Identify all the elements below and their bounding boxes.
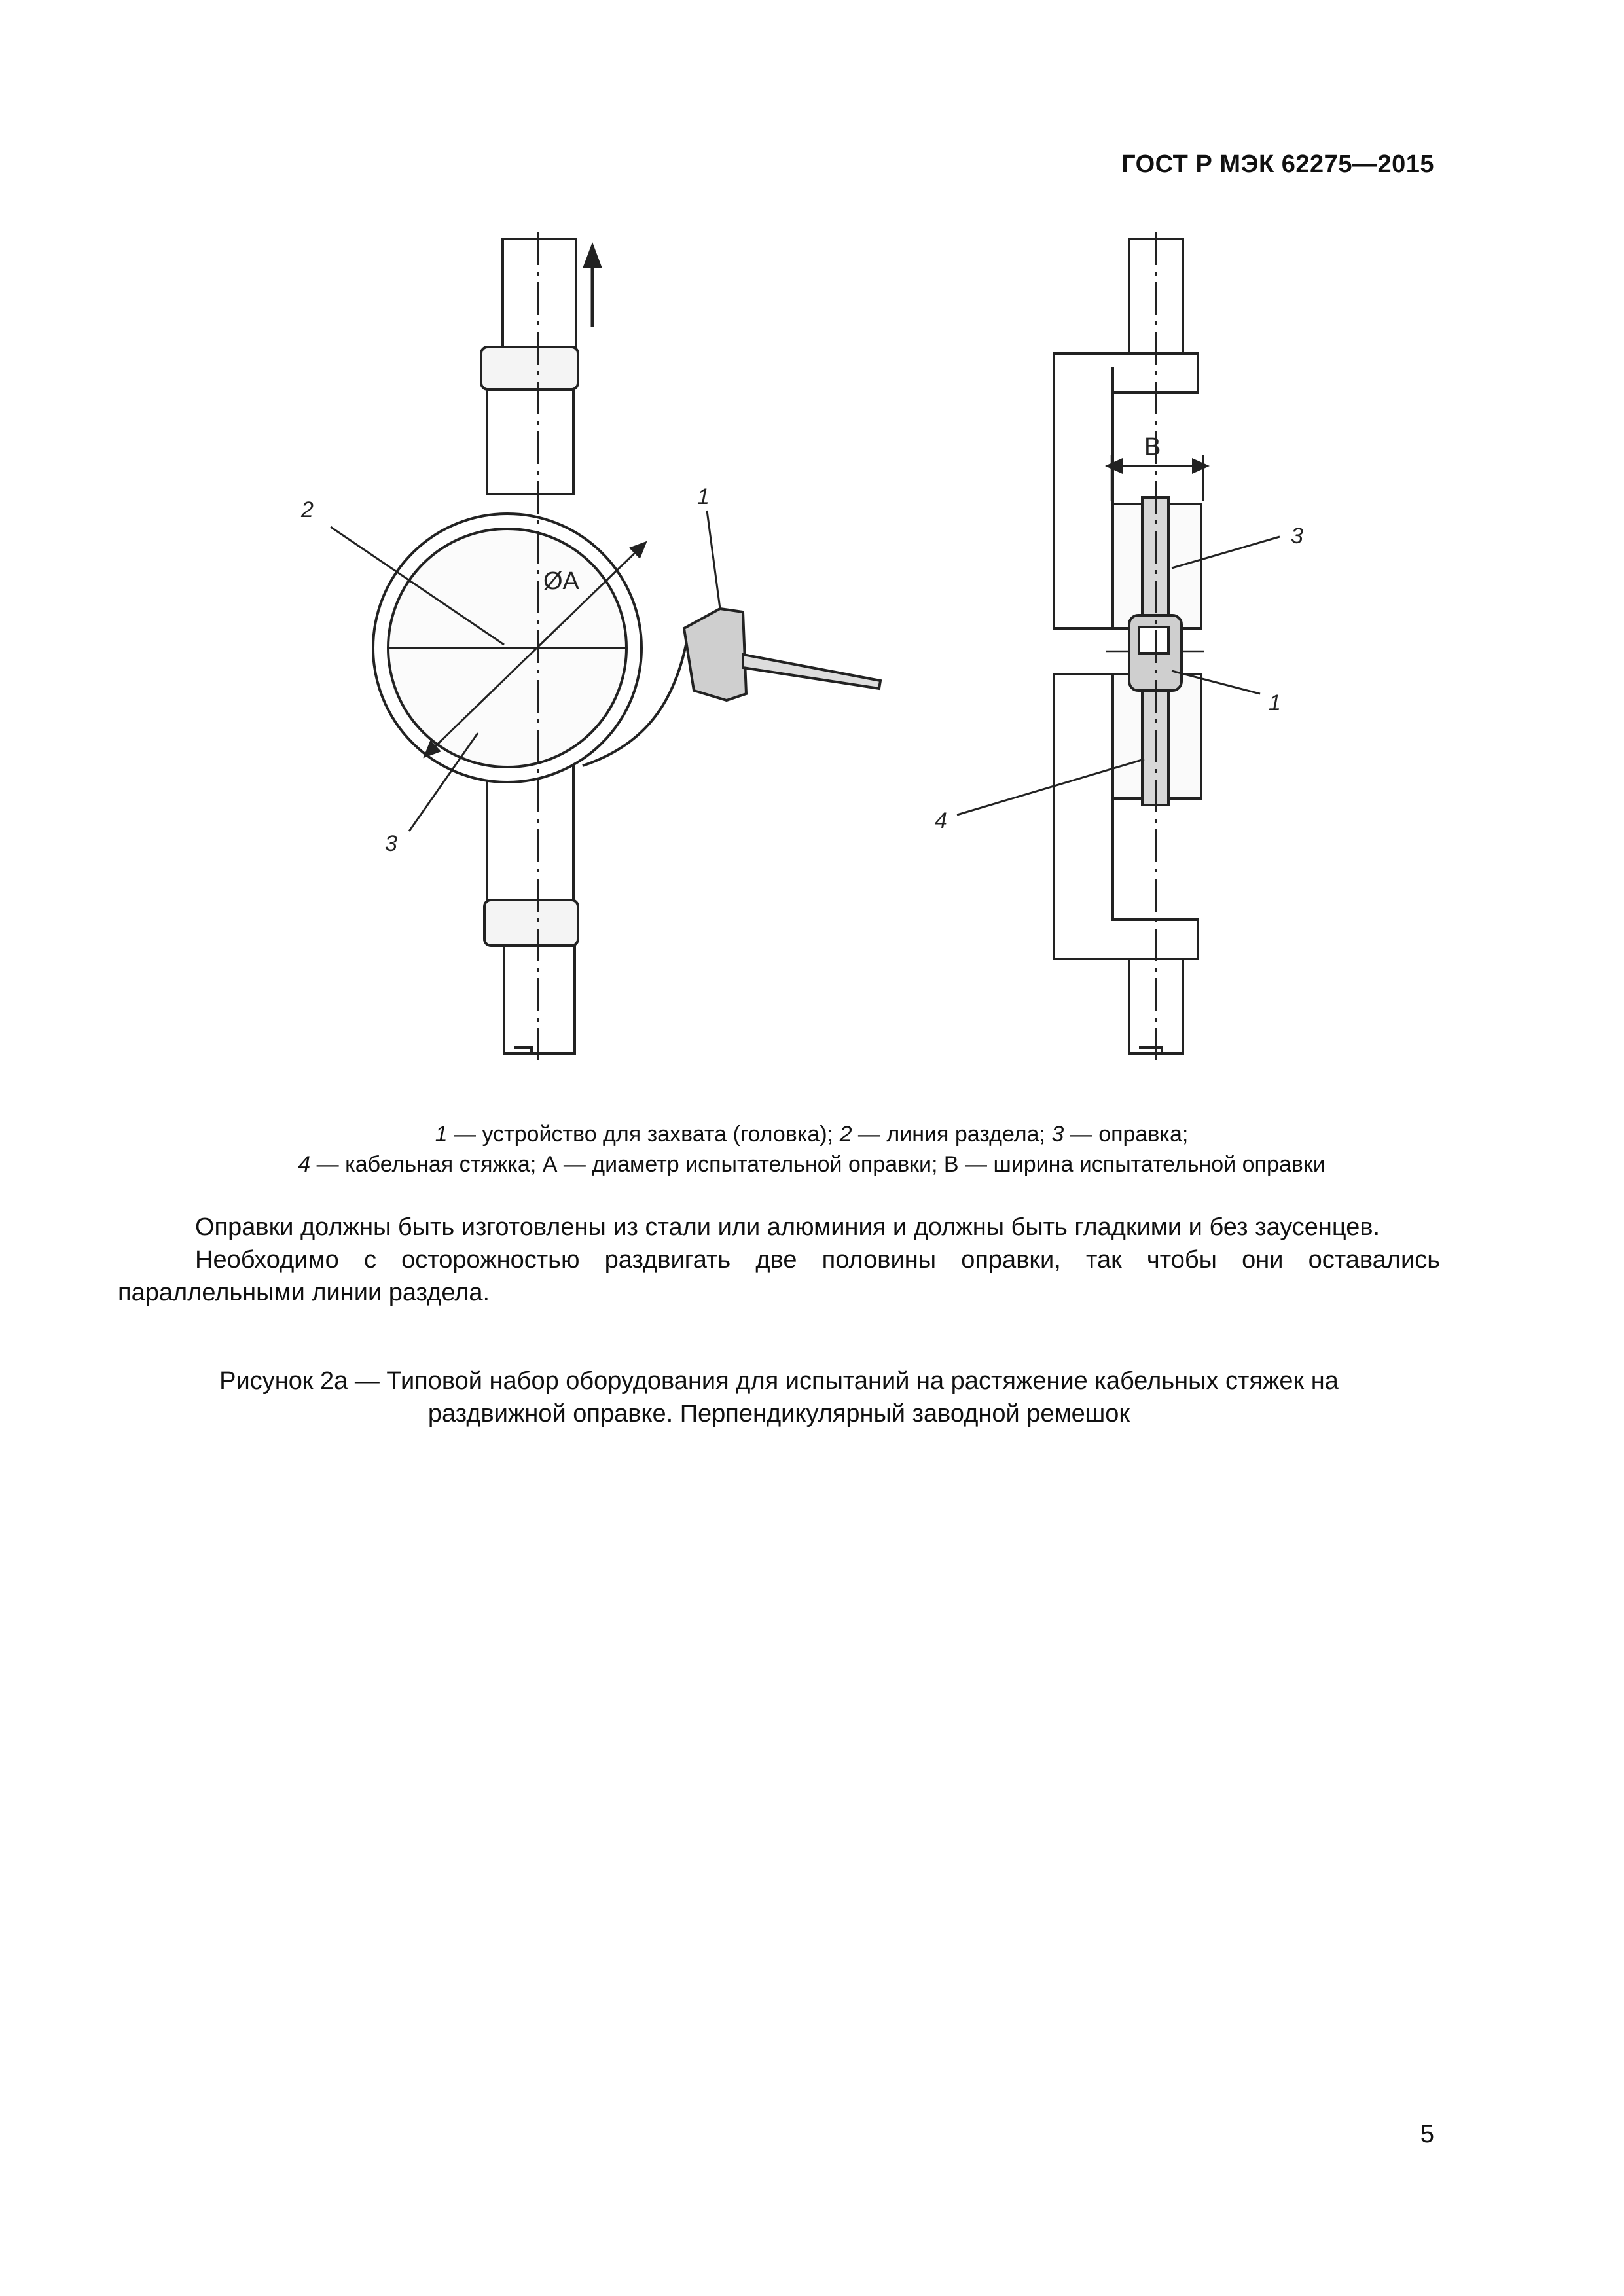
test-setup-figure (0, 0, 1624, 1113)
legend-line-2 (118, 1149, 1506, 1179)
dimension-B (1111, 433, 1203, 501)
legend-num-1: 1 (435, 1122, 448, 1147)
left-label-2: 2 (301, 497, 314, 522)
legend-num-4: 4 (298, 1152, 311, 1177)
dim-B-label: B (1144, 433, 1161, 461)
legend-line-1 (118, 1119, 1506, 1149)
paragraph-2: Необходимо с осторожностью раздвигать две половины оправки, так чтобы они оставались параллельными линии раздела. (118, 1246, 1440, 1306)
legend-text-1: — устройство для захвата (головка); (447, 1122, 840, 1147)
caption-line-1: Рисунок 2а — Типовой набор оборудования для испытаний на растяжение кабельных стяжек на (219, 1367, 1339, 1395)
legend-text-4: — кабельная стяжка; А — диаметр испытательной оправки; В — ширина испытательной оправки (310, 1152, 1326, 1177)
right-view (1054, 232, 1204, 1060)
caption-line-2: раздвижной оправке. Перпендикулярный заводной ремешок (427, 1400, 1130, 1427)
legend-text-3: — оправка; (1064, 1122, 1189, 1147)
figure-legend (118, 1119, 1506, 1179)
left-label-3: 3 (385, 831, 397, 856)
paragraph-1: Оправки должны быть изготовлены из стали или алюминия и должны быть гладкими и без заусенцев. (195, 1213, 1380, 1241)
right-label-3: 3 (1291, 524, 1303, 548)
legend-num-2: 2 (839, 1122, 852, 1147)
body-text (118, 1211, 1440, 1309)
right-label-4: 4 (935, 808, 947, 833)
legend-text-2: — линия раздела; (852, 1122, 1052, 1147)
pull-direction-arrow (583, 242, 602, 327)
right-label-1: 1 (1269, 691, 1281, 715)
page-number: 5 (1420, 2121, 1434, 2148)
left-label-1: 1 (697, 484, 710, 509)
figure-caption (118, 1365, 1440, 1430)
standard-header: ГОСТ Р МЭК 62275—2015 (1121, 151, 1434, 178)
legend-num-3: 3 (1051, 1122, 1064, 1147)
dim-A-label: ØA (543, 567, 579, 595)
left-view (373, 232, 641, 1060)
